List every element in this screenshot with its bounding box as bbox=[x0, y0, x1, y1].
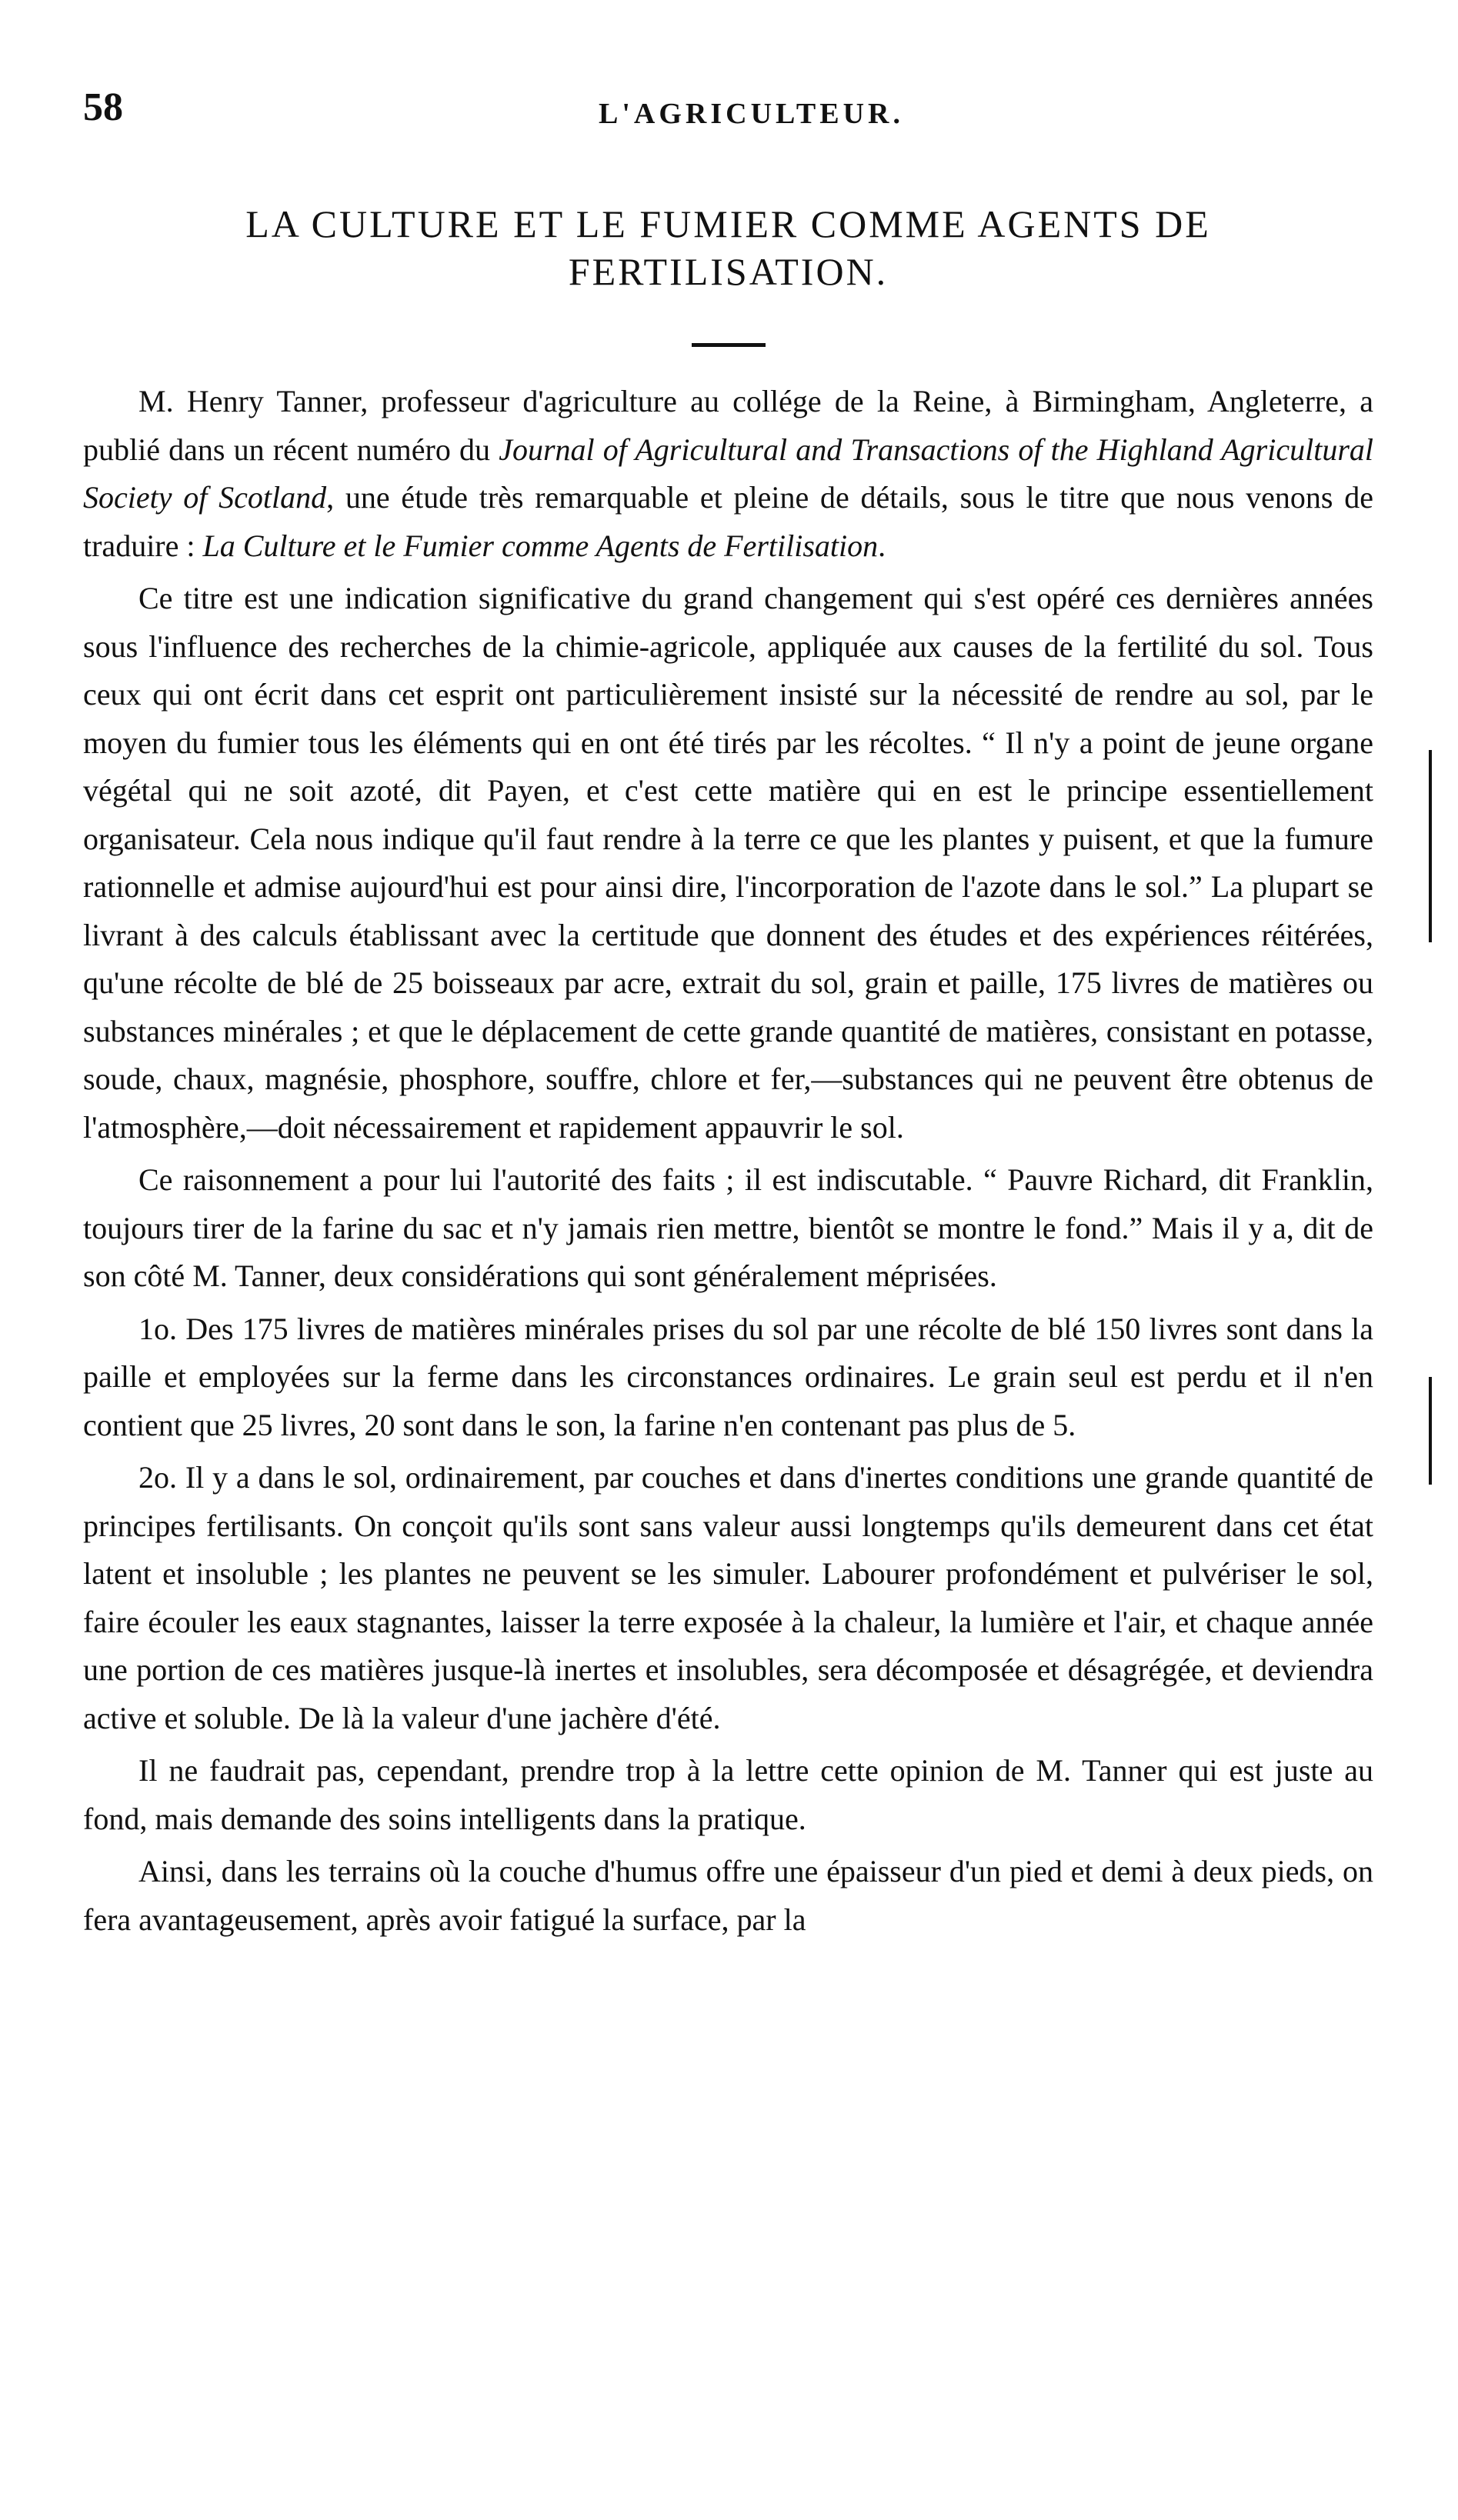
article-title: LA CULTURE ET LE FUMIER COMME AGENTS DE FERTILISATION. bbox=[245, 202, 1211, 293]
paragraph-1-text-c: . bbox=[878, 528, 886, 563]
journal-title: Journal of Agricultural and Transactions of the Highland Agricultural Society of Scotland bbox=[83, 432, 1374, 515]
margin-bar-lower bbox=[1429, 1377, 1432, 1485]
page-number: 58 bbox=[83, 85, 123, 129]
paragraph-4: 1o. Des 175 livres de matières minérales prises du sol par une récolte de blé 150 livres sont dans la paille et employées sur la ferme dans les circonstances ordinaires. Le grain seul est perdu et il n'en contient que 25 livres, 20 sont dans le son, la farine n'en contenant pas plus de 5. bbox=[83, 1311, 1373, 1442]
paragraph-1-text-a: M. Henry Tanner, professeur d'agriculture au collége de la Reine, à Birmingham, Angleterre, a publié dans un récent numéro du bbox=[83, 384, 1373, 467]
paragraph-2: Ce titre est une indication significative du grand changement qui s'est opéré ces dernières années sous l'influence des recherches de la chimie-agricole, appliquée aux causes de la fertilité du sol. Tous ceux qui ont écrit dans cet esprit ont particulièrement insisté sur la nécessité de rendre au sol, par le moyen du fumier tous les éléments qui en ont été tirés par les récoltes. “ Il n'y a point de jeune organe végétal qui ne soit azoté, dit Payen, et c'est cette matière qui en est le principe essentiellement organisateur. Cela nous indique qu'il faut rendre à la terre ce que les plantes y puisent, et que la fumure rationnelle et admise aujourd'hui est pour ainsi dire, l'incorporation de l'azote dans le sol.” La plupart se livrant à des calculs établissant avec la certitude que donnent des études et des expériences réitérées, qu'une récolte de blé de 25 boisseaux par acre, extrait du sol, grain et paille, 175 livres de matières ou substances minérales ; et que le déplacement de cette grande quantité de matières, consistant en potasse, soude, chaux, magnésie, phosphore, souffre, chlore et fer,—substances qui ne peuvent être obtenus de l'atmosphère,—doit nécessairement et rapidement appauvrir le sol. bbox=[83, 581, 1373, 1145]
paragraph-1-text-b: , une étude très remarquable et pleine de détails, sous le titre que nous venons de traduire : bbox=[83, 480, 1373, 563]
work-title: La Culture et le Fumier comme Agents de Fertilisation bbox=[202, 528, 879, 563]
running-head: L'AGRICULTEUR. bbox=[599, 98, 904, 130]
paragraph-7: Ainsi, dans les terrains où la couche d'humus offre une épaisseur d'un pied et demi à deux pieds, on fera avantageusement, après avoir fatigué la surface, par la bbox=[83, 1854, 1373, 1937]
paragraph-1 bbox=[83, 378, 1373, 570]
margin-bar-upper bbox=[1429, 750, 1432, 942]
paragraph-6: Il ne faudrait pas, cependant, prendre trop à la lettre cette opinion de M. Tanner qui est juste au fond, mais demande des soins intelligents dans la pratique. bbox=[83, 1753, 1373, 1836]
paragraph-3: Ce raisonnement a pour lui l'autorité des faits ; il est indiscutable. “ Pauvre Richard, dit Franklin, toujours tirer de la farine du sac et n'y jamais rien mettre, bientôt se montre le fond.” Mais il y a, dit de son côté M. Tanner, deux considérations qui sont généralement méprisées. bbox=[83, 1162, 1373, 1293]
paragraph-5: 2o. Il y a dans le sol, ordinairement, par couches et dans d'inertes conditions une grande quantité de principes fertilisants. On conçoit qu'ils sont sans valeur aussi longtemps qu'ils demeurent dans cet état latent et insoluble ; les plantes ne peuvent se les simuler. Labourer profondément et pulvériser le sol, faire écouler les eaux stagnantes, laisser la terre exposée à la chaleur, la lumière et l'air, et chaque année une portion de ces matières jusque-là inertes et insolubles, sera décomposée et désagrégée, et deviendra active et soluble. De là la valeur d'une jachère d'été. bbox=[83, 1460, 1373, 1735]
title-divider bbox=[692, 343, 766, 347]
page-header bbox=[83, 85, 1373, 146]
article-body bbox=[83, 378, 1373, 1944]
